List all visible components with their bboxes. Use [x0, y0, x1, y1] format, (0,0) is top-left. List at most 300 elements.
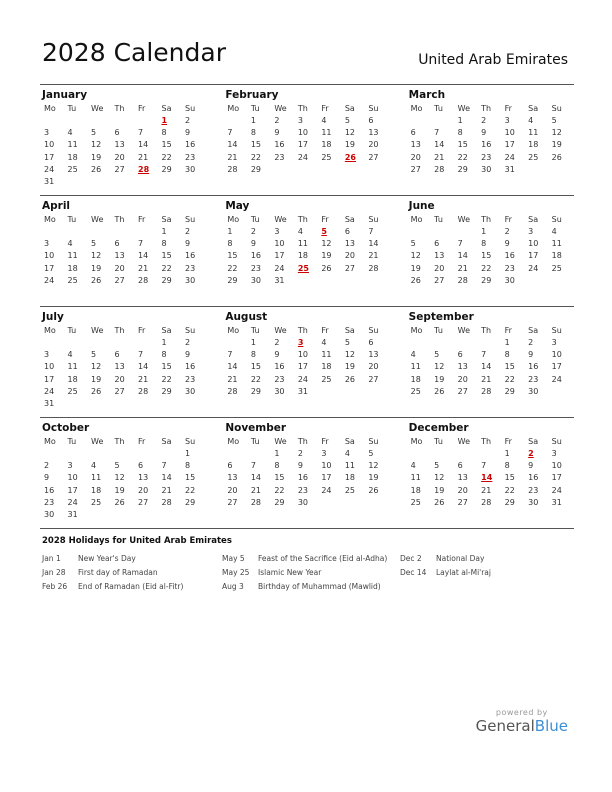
day-cell: 7 — [250, 461, 256, 471]
day-cell: 24 — [297, 374, 309, 384]
weekday-header: Su — [551, 215, 562, 224]
weekday-header: Th — [297, 215, 308, 224]
month-name: January — [42, 89, 88, 101]
day-cell: 17 — [504, 140, 515, 150]
day-cell: 18 — [344, 473, 356, 483]
day-cell: 26 — [91, 275, 102, 285]
weekday-header: Tu — [250, 437, 260, 446]
empty-day — [225, 115, 249, 127]
day-cell: 29 — [161, 275, 172, 285]
weekday-header: We — [91, 104, 104, 113]
day-cell: 31 — [44, 176, 55, 186]
day-cell: 7 — [481, 350, 487, 360]
empty-day — [89, 337, 113, 349]
holiday-day: 5 — [321, 227, 327, 236]
weekday-header: Sa — [344, 437, 355, 446]
day-cell: 19 — [344, 140, 356, 150]
month-block — [42, 196, 207, 306]
day-cell: 17 — [297, 362, 309, 372]
month-name: July — [42, 311, 64, 323]
day-cell: 16 — [274, 362, 285, 372]
day-cell: 18 — [297, 251, 309, 261]
day-cell: 4 — [551, 227, 557, 236]
empty-day — [432, 337, 456, 349]
weekday-header: Fr — [321, 326, 329, 335]
weekday-header: We — [274, 104, 287, 113]
weekday-header: Sa — [528, 215, 539, 224]
day-cell: 11 — [67, 140, 78, 150]
quarter-row — [40, 306, 574, 417]
day-cell: 16 — [274, 140, 285, 150]
empty-day — [456, 337, 480, 349]
weekday-header: Su — [368, 104, 379, 113]
day-cell: 31 — [504, 164, 515, 174]
day-cell: 5 — [368, 449, 374, 458]
day-cell: 30 — [185, 386, 196, 396]
day-cell: 27 — [368, 152, 379, 162]
day-cell: 24 — [274, 263, 285, 273]
day-cell: 3 — [551, 338, 557, 347]
weekday-header: Th — [481, 215, 492, 224]
weekday-header: We — [274, 437, 287, 446]
empty-day — [409, 226, 433, 238]
day-cell: 6 — [344, 227, 350, 236]
holidays-title: 2028 Holidays for United Arab Emirates — [42, 536, 232, 546]
day-cell: 13 — [457, 473, 468, 483]
month-block — [409, 307, 574, 417]
month-days-grid — [409, 213, 574, 287]
day-cell: 30 — [185, 164, 196, 174]
weekday-header: Su — [185, 326, 196, 335]
weekday-header: Mo — [44, 437, 56, 446]
day-cell: 7 — [434, 128, 440, 138]
day-cell: 18 — [551, 251, 562, 261]
day-cell: 24 — [44, 275, 55, 285]
day-cell: 22 — [161, 263, 172, 273]
month-name: November — [225, 422, 287, 434]
day-cell: 8 — [504, 350, 510, 360]
day-cell: 7 — [138, 239, 144, 249]
day-cell: 10 — [44, 140, 55, 150]
day-cell: 9 — [297, 461, 303, 471]
day-cell: 29 — [185, 497, 196, 507]
empty-day — [89, 115, 113, 127]
month-block — [42, 85, 207, 195]
day-cell: 20 — [114, 263, 125, 273]
day-cell: 27 — [457, 497, 468, 507]
weekday-header: Th — [297, 104, 308, 113]
day-cell: 26 — [321, 263, 332, 273]
day-cell: 1 — [250, 116, 256, 125]
day-cell: 9 — [185, 239, 191, 249]
day-cell: 29 — [250, 164, 262, 174]
day-cell: 7 — [138, 128, 144, 138]
day-cell: 17 — [67, 485, 78, 495]
day-cell: 8 — [250, 128, 256, 138]
holiday-item — [222, 566, 387, 580]
day-cell: 17 — [44, 263, 55, 273]
day-cell: 14 — [138, 140, 149, 150]
holiday-day: 1 — [161, 116, 168, 125]
day-cell: 11 — [410, 362, 421, 372]
weekday-header: We — [91, 326, 104, 335]
day-cell: 12 — [91, 140, 102, 150]
day-cell: 18 — [67, 263, 78, 273]
empty-day — [409, 115, 433, 127]
weekday-header: Su — [368, 326, 379, 335]
month-days-grid — [225, 435, 390, 509]
day-cell: 9 — [274, 128, 280, 138]
month-days-grid — [42, 324, 207, 410]
day-cell: 30 — [44, 509, 55, 519]
day-cell: 30 — [297, 497, 309, 507]
day-cell: 15 — [185, 473, 196, 483]
month-block — [42, 307, 207, 417]
day-cell: 26 — [551, 152, 562, 162]
day-cell: 24 — [551, 485, 562, 495]
day-cell: 4 — [91, 461, 97, 471]
day-cell: 10 — [551, 350, 562, 360]
weekday-header: Su — [551, 437, 562, 446]
weekday-header: Sa — [344, 326, 355, 335]
weekday-header: Fr — [138, 326, 146, 335]
month-name: February — [225, 89, 279, 101]
day-cell: 25 — [91, 497, 102, 507]
day-cell: 16 — [528, 473, 539, 483]
month-days-grid — [42, 102, 207, 188]
day-cell: 24 — [504, 152, 515, 162]
day-cell: 22 — [504, 485, 515, 495]
weekday-header: Th — [114, 326, 125, 335]
holiday-date: Feb 26 — [42, 582, 68, 591]
day-cell: 14 — [434, 140, 445, 150]
day-cell: 31 — [67, 509, 78, 519]
day-cell: 6 — [114, 128, 120, 138]
empty-day — [225, 448, 249, 460]
empty-day — [89, 448, 113, 460]
empty-day — [113, 448, 137, 460]
day-cell: 23 — [185, 374, 196, 384]
day-cell: 8 — [185, 461, 191, 471]
day-cell: 12 — [91, 251, 102, 261]
day-cell: 2 — [481, 116, 487, 125]
day-cell: 12 — [344, 128, 356, 138]
weekday-header: Mo — [227, 326, 240, 335]
day-cell: 10 — [44, 251, 55, 261]
empty-day — [89, 226, 113, 238]
day-cell: 24 — [528, 263, 539, 273]
holiday-column — [42, 552, 183, 594]
page-title: 2028 Calendar — [42, 38, 226, 67]
day-cell: 6 — [227, 461, 233, 471]
day-cell: 25 — [344, 485, 356, 495]
day-cell: 21 — [481, 485, 492, 495]
day-cell: 23 — [504, 263, 515, 273]
day-cell: 17 — [321, 473, 332, 483]
empty-day — [113, 226, 137, 238]
day-cell: 16 — [185, 140, 196, 150]
day-cell: 27 — [114, 164, 125, 174]
empty-day — [432, 115, 456, 127]
empty-day — [113, 337, 137, 349]
day-cell: 8 — [161, 239, 167, 249]
day-cell: 21 — [457, 263, 468, 273]
day-cell: 7 — [227, 128, 233, 138]
holiday-date: Dec 14 — [400, 568, 427, 577]
day-cell: 23 — [44, 497, 55, 507]
holiday-day: 14 — [481, 473, 493, 483]
day-cell: 11 — [321, 128, 332, 138]
day-cell: 24 — [551, 374, 562, 384]
day-cell: 13 — [410, 140, 421, 150]
day-cell: 4 — [344, 449, 350, 458]
day-cell: 21 — [161, 485, 172, 495]
day-cell: 13 — [138, 473, 149, 483]
weekday-header: We — [274, 215, 287, 224]
empty-day — [42, 448, 66, 460]
empty-day — [42, 115, 66, 127]
holiday-item — [42, 566, 183, 580]
month-days-grid — [225, 213, 390, 287]
holiday-date: Jan 28 — [42, 568, 66, 577]
day-cell: 19 — [321, 251, 332, 261]
day-cell: 2 — [274, 338, 280, 347]
day-cell: 28 — [138, 386, 149, 396]
month-days-grid — [409, 324, 574, 398]
holiday-item — [222, 580, 387, 594]
day-cell: 20 — [227, 485, 238, 495]
calendar-grid — [40, 84, 574, 529]
holiday-name: National Day — [436, 554, 485, 563]
day-cell: 26 — [410, 275, 421, 285]
day-cell: 22 — [250, 152, 262, 162]
day-cell: 4 — [321, 338, 327, 347]
weekday-header: Su — [185, 104, 196, 113]
day-cell: 6 — [114, 350, 120, 360]
day-cell: 7 — [481, 461, 487, 471]
day-cell: 21 — [138, 152, 149, 162]
day-cell: 27 — [368, 374, 379, 384]
holiday-day: 25 — [297, 263, 309, 273]
weekday-header: We — [91, 437, 104, 446]
day-cell: 6 — [457, 350, 463, 360]
day-cell: 2 — [274, 116, 280, 125]
weekday-header: Mo — [44, 215, 56, 224]
day-cell: 9 — [481, 128, 487, 138]
day-cell: 9 — [44, 473, 50, 483]
empty-day — [136, 448, 160, 460]
day-cell: 10 — [297, 350, 309, 360]
day-cell: 19 — [368, 473, 379, 483]
holiday-item — [222, 552, 387, 566]
day-cell: 18 — [321, 140, 332, 150]
day-cell: 27 — [457, 386, 468, 396]
day-cell: 30 — [528, 497, 539, 507]
day-cell: 1 — [504, 338, 510, 347]
holiday-item — [400, 566, 491, 580]
month-days-grid — [225, 102, 390, 176]
day-cell: 23 — [528, 374, 539, 384]
day-cell: 6 — [368, 338, 374, 347]
day-cell: 1 — [457, 116, 463, 125]
weekday-header: Tu — [250, 104, 260, 113]
day-cell: 23 — [481, 152, 492, 162]
month-name: October — [42, 422, 90, 434]
day-cell: 16 — [185, 251, 196, 261]
day-cell: 21 — [481, 374, 492, 384]
day-cell: 4 — [67, 350, 73, 360]
weekday-header: Mo — [44, 326, 56, 335]
day-cell: 21 — [434, 152, 445, 162]
day-cell: 13 — [114, 140, 125, 150]
day-cell: 13 — [114, 251, 125, 261]
day-cell: 14 — [138, 362, 149, 372]
day-cell: 27 — [344, 263, 356, 273]
day-cell: 9 — [185, 350, 191, 360]
day-cell: 15 — [227, 251, 238, 261]
weekday-header: Sa — [161, 104, 172, 113]
day-cell: 26 — [434, 497, 445, 507]
day-cell: 16 — [297, 473, 309, 483]
day-cell: 20 — [457, 485, 468, 495]
day-cell: 8 — [227, 239, 233, 249]
empty-day — [432, 226, 456, 238]
day-cell: 30 — [250, 275, 262, 285]
month-block — [409, 85, 574, 195]
day-cell: 14 — [138, 251, 149, 261]
day-cell: 30 — [185, 275, 196, 285]
empty-day — [42, 337, 66, 349]
quarter-row — [40, 195, 574, 306]
holiday-date: Jan 1 — [42, 554, 61, 563]
day-cell: 12 — [91, 362, 102, 372]
quarter-row — [40, 84, 574, 195]
day-cell: 10 — [551, 461, 562, 471]
day-cell: 21 — [227, 374, 238, 384]
weekday-header: Fr — [321, 437, 329, 446]
day-cell: 22 — [185, 485, 196, 495]
day-cell: 13 — [227, 473, 238, 483]
empty-day — [66, 448, 90, 460]
day-cell: 8 — [250, 350, 256, 360]
day-cell: 3 — [44, 350, 50, 360]
weekday-header: Sa — [344, 104, 355, 113]
day-cell: 13 — [368, 128, 379, 138]
day-cell: 29 — [274, 497, 285, 507]
month-name: April — [42, 200, 71, 212]
day-cell: 25 — [67, 275, 78, 285]
day-cell: 15 — [250, 362, 262, 372]
day-cell: 4 — [321, 116, 327, 125]
day-cell: 14 — [250, 473, 262, 483]
day-cell: 20 — [344, 251, 356, 261]
day-cell: 24 — [67, 497, 78, 507]
weekday-header: Fr — [321, 215, 329, 224]
holiday-column — [222, 552, 387, 594]
day-cell: 31 — [44, 398, 55, 408]
day-cell: 6 — [368, 116, 374, 125]
day-cell: 7 — [457, 239, 463, 249]
empty-day — [42, 226, 66, 238]
weekday-header: Th — [481, 437, 492, 446]
day-cell: 29 — [250, 386, 262, 396]
day-cell: 28 — [227, 164, 238, 174]
day-cell: 15 — [161, 362, 172, 372]
day-cell: 10 — [67, 473, 78, 483]
weekday-header: Fr — [138, 104, 146, 113]
day-cell: 29 — [161, 386, 172, 396]
day-cell: 15 — [457, 140, 468, 150]
empty-day — [432, 448, 456, 460]
day-cell: 3 — [44, 239, 50, 249]
day-cell: 17 — [44, 152, 55, 162]
day-cell: 7 — [227, 350, 233, 360]
weekday-header: Mo — [410, 215, 423, 224]
day-cell: 12 — [434, 473, 445, 483]
day-cell: 9 — [274, 350, 280, 360]
day-cell: 29 — [457, 164, 468, 174]
day-cell: 20 — [434, 263, 445, 273]
day-cell: 9 — [250, 239, 256, 249]
weekday-header: Su — [368, 215, 379, 224]
weekday-header: Mo — [410, 437, 423, 446]
day-cell: 20 — [138, 485, 149, 495]
day-cell: 21 — [138, 263, 149, 273]
holiday-name: Islamic New Year — [258, 568, 322, 577]
weekday-header: Tu — [250, 326, 260, 335]
empty-day — [456, 226, 480, 238]
day-cell: 11 — [551, 239, 562, 249]
month-name: June — [408, 200, 435, 212]
day-cell: 5 — [91, 239, 97, 249]
day-cell: 31 — [297, 386, 309, 396]
month-days-grid — [42, 213, 207, 287]
weekday-header: Mo — [44, 104, 56, 113]
weekday-header: Mo — [227, 437, 240, 446]
day-cell: 18 — [410, 374, 421, 384]
day-cell: 25 — [67, 386, 78, 396]
weekday-header: Sa — [344, 215, 355, 224]
holiday-day: 3 — [297, 338, 304, 347]
holiday-date: Dec 2 — [400, 554, 422, 563]
day-cell: 16 — [528, 362, 539, 372]
day-cell: 28 — [481, 386, 492, 396]
month-days-grid — [225, 324, 390, 398]
day-cell: 19 — [344, 362, 356, 372]
holiday-item — [42, 580, 183, 594]
empty-day — [249, 448, 273, 460]
day-cell: 12 — [344, 350, 356, 360]
month-days-grid — [409, 435, 574, 509]
holiday-name: Laylat al-Mi'raj — [436, 568, 491, 577]
holiday-name: Birthday of Muhammad (Mawlid) — [258, 582, 381, 591]
weekday-header: Th — [114, 104, 125, 113]
day-cell: 17 — [551, 473, 562, 483]
day-cell: 28 — [457, 275, 468, 285]
weekday-header: Mo — [410, 326, 423, 335]
day-cell: 4 — [410, 350, 416, 360]
day-cell: 5 — [91, 128, 97, 138]
weekday-header: Fr — [504, 326, 512, 335]
day-cell: 10 — [274, 239, 285, 249]
day-cell: 27 — [227, 497, 238, 507]
day-cell: 28 — [161, 497, 172, 507]
day-cell: 10 — [297, 128, 309, 138]
month-days-grid — [409, 102, 574, 176]
weekday-header: We — [457, 215, 471, 224]
day-cell: 30 — [274, 386, 285, 396]
day-cell: 26 — [91, 164, 102, 174]
